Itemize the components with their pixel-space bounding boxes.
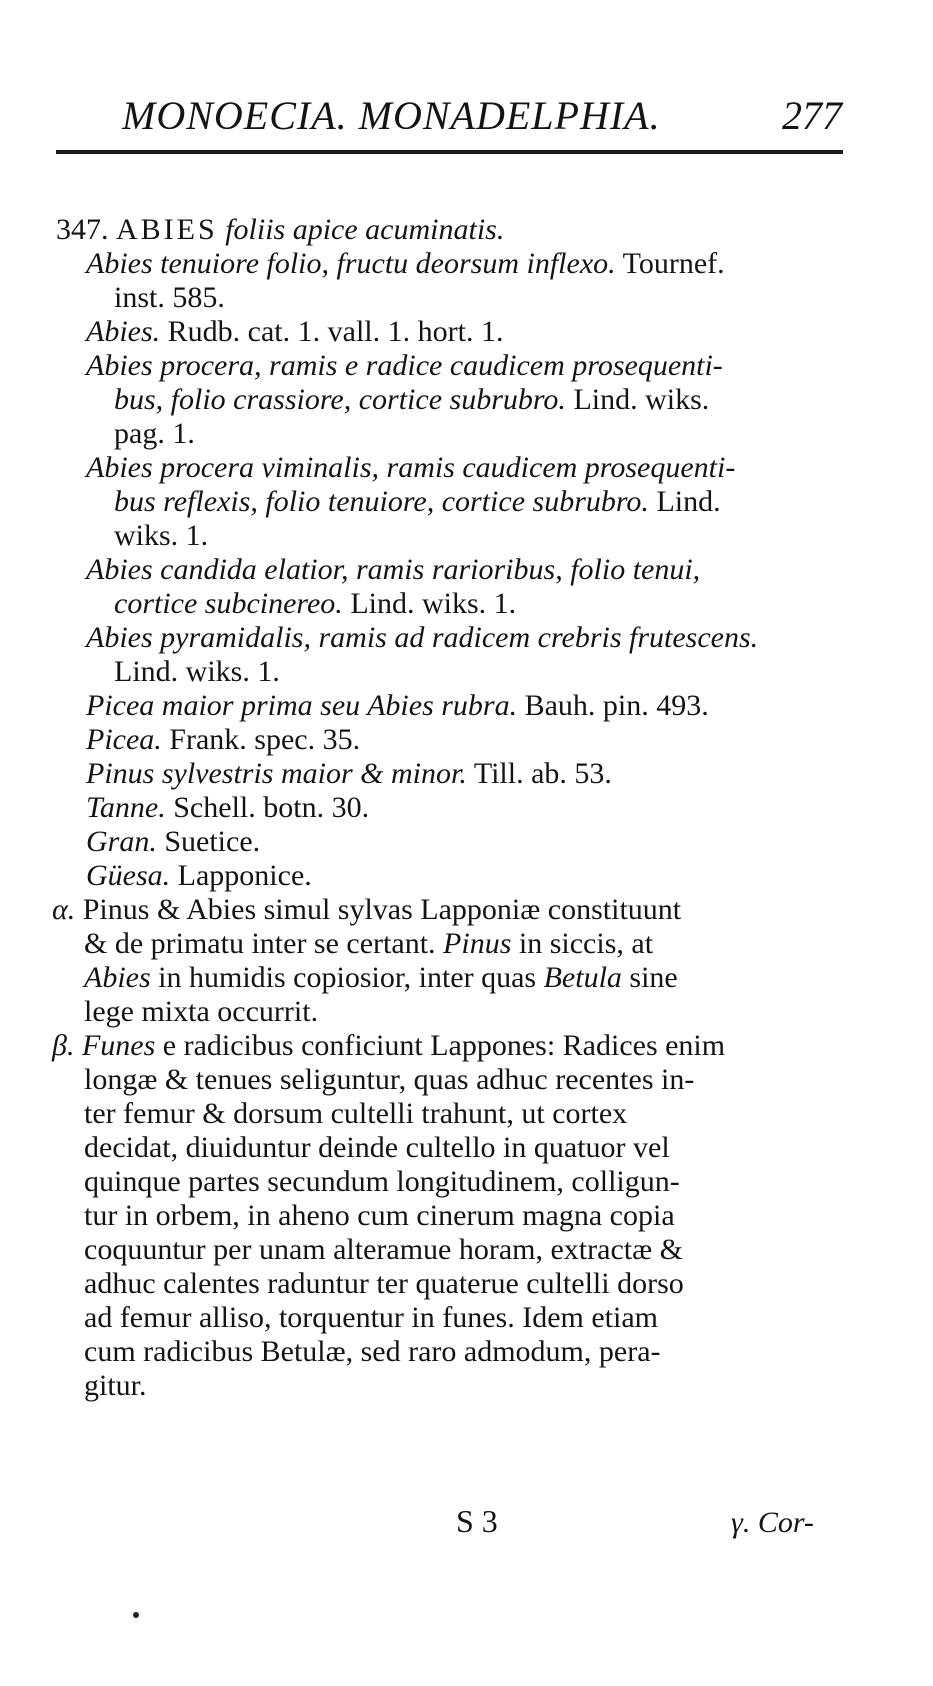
note-beta-line-5: quinque partes secundum longitudinem, colligun- <box>84 1165 680 1198</box>
synonym-ref: Schell. botn. 30. <box>173 791 370 824</box>
note-beta-line-9: ad femur alliso, torquentur in funes. Idem etiam <box>84 1301 658 1334</box>
synonym-5-line-2 <box>114 587 516 621</box>
note-alpha-line-1 <box>52 893 681 927</box>
synonym-ref: Tournef. <box>622 247 725 280</box>
running-head-title: MONOECIA. MONADELPHIA. <box>122 93 661 138</box>
synonym-6-line-1: Abies pyramidalis, ramis ad radicem crebris frutescens. <box>86 621 759 654</box>
synonym-8 <box>86 723 360 757</box>
note-marker: β. <box>52 1029 75 1062</box>
note-alpha-line-2 <box>84 927 653 961</box>
note-beta-line-6: tur in orbem, in aheno cum cinerum magna copia <box>84 1199 675 1232</box>
synonym-text: Picea maior prima seu Abies rubra. <box>86 689 518 722</box>
synonym-1 <box>86 247 725 281</box>
note-text: in humidis copiosior, inter quas <box>158 961 537 994</box>
note-alpha-line-4: lege mixta occurrit. <box>84 995 319 1028</box>
note-marker: α. <box>52 893 76 926</box>
note-beta-line-11: gitur. <box>84 1369 147 1402</box>
synonym-3-line-3: pag. 1. <box>114 417 195 450</box>
note-alpha-line-3 <box>84 961 678 995</box>
synonym-12 <box>86 859 312 893</box>
entry-heading <box>56 213 504 247</box>
note-text: & de primatu inter se certant. <box>84 927 436 960</box>
note-beta-line-10: cum radicibus Betulæ, sed raro admodum, pera- <box>84 1335 661 1368</box>
note-text: Abies <box>84 961 151 994</box>
note-text: sine <box>629 961 678 994</box>
ink-speck <box>133 1612 139 1618</box>
synonym-1-cont: inst. 585. <box>114 281 225 314</box>
synonym-text: Tanne. <box>86 791 166 824</box>
synonym-4-line-2 <box>114 485 721 519</box>
note-text: Pinus <box>443 927 512 960</box>
synonym-text: Gran. <box>86 825 157 858</box>
note-text: Pinus & Abies simul sylvas Lapponiæ constituunt <box>82 893 682 926</box>
synonym-7 <box>86 689 709 723</box>
synonym-ref: Lind. wiks. <box>573 383 710 416</box>
note-beta-line-2: longæ & tenues seliguntur, quas adhuc recentes in- <box>84 1063 695 1096</box>
diagnosis: foliis apice acuminatis. <box>225 213 505 246</box>
synonym-10 <box>86 791 369 825</box>
synonym-ref: Suetice. <box>164 825 261 858</box>
synonym-ref: Lapponice. <box>177 859 312 892</box>
synonym-text: cortice subcinereo. <box>114 587 343 620</box>
synonym-6-line-2: Lind. wiks. 1. <box>114 655 280 688</box>
page-number: 277 <box>782 93 842 138</box>
synonym-3-line-1: Abies procera, ramis e radice caudicem prosequenti- <box>86 349 723 382</box>
synonym-4-line-3: wiks. 1. <box>114 519 209 552</box>
note-text: e radicibus conficiunt Lappones: Radices enim <box>162 1029 726 1062</box>
entry-number: 347. <box>56 213 109 246</box>
note-text: Betula <box>543 961 622 994</box>
synonym-text: bus, folio crassiore, cortice subrubro. <box>114 383 566 416</box>
synonym-text: Abies tenuiore folio, fructu deorsum inflexo. <box>86 247 616 280</box>
header-rule <box>56 150 843 154</box>
synonym-text: Picea. <box>86 723 162 756</box>
note-beta-line-3: ter femur & dorsum cultelli trahunt, ut cortex <box>84 1097 628 1130</box>
synonym-ref: Till. ab. 53. <box>473 757 612 790</box>
synonym-text: Güesa. <box>86 859 171 892</box>
synonym-4-line-1: Abies procera viminalis, ramis caudicem prosequenti- <box>86 451 736 484</box>
note-beta-line-4: decidat, diuiduntur deinde cultello in quatuor vel <box>84 1131 670 1164</box>
synonym-9 <box>86 757 612 791</box>
synonym-11 <box>86 825 260 859</box>
synonym-text: Pinus sylvestris maior & minor. <box>86 757 467 790</box>
synonym-ref: Lind. wiks. 1. <box>350 587 517 620</box>
signature-mark: S 3 <box>456 1503 498 1539</box>
synonym-3-line-2 <box>114 383 709 417</box>
synonym-ref: Lind. <box>656 485 721 518</box>
synonym-text: bus reflexis, folio tenuiore, cortice subrubro. <box>114 485 649 518</box>
catchword: γ. Cor- <box>731 1506 814 1539</box>
synonym-5-line-1: Abies candida elatior, ramis rarioribus, folio tenui, <box>86 553 701 586</box>
synonym-ref: Bauh. pin. 493. <box>524 689 709 722</box>
note-beta-line-8: adhuc calentes raduntur ter quaterue cultelli dorso <box>84 1267 684 1300</box>
synonym-ref: Frank. spec. 35. <box>169 723 361 756</box>
note-text: Funes <box>81 1029 156 1062</box>
genus-name: ABIES <box>116 213 218 246</box>
synonym-ref: Rudb. cat. 1. vall. 1. hort. 1. <box>167 315 504 348</box>
note-beta-line-1 <box>52 1029 725 1063</box>
synonym-text: Abies. <box>86 315 161 348</box>
note-beta-line-7: coquuntur per unam alteramue horam, extractæ & <box>84 1233 683 1266</box>
synonym-2 <box>86 315 503 349</box>
note-text: in siccis, at <box>518 927 654 960</box>
